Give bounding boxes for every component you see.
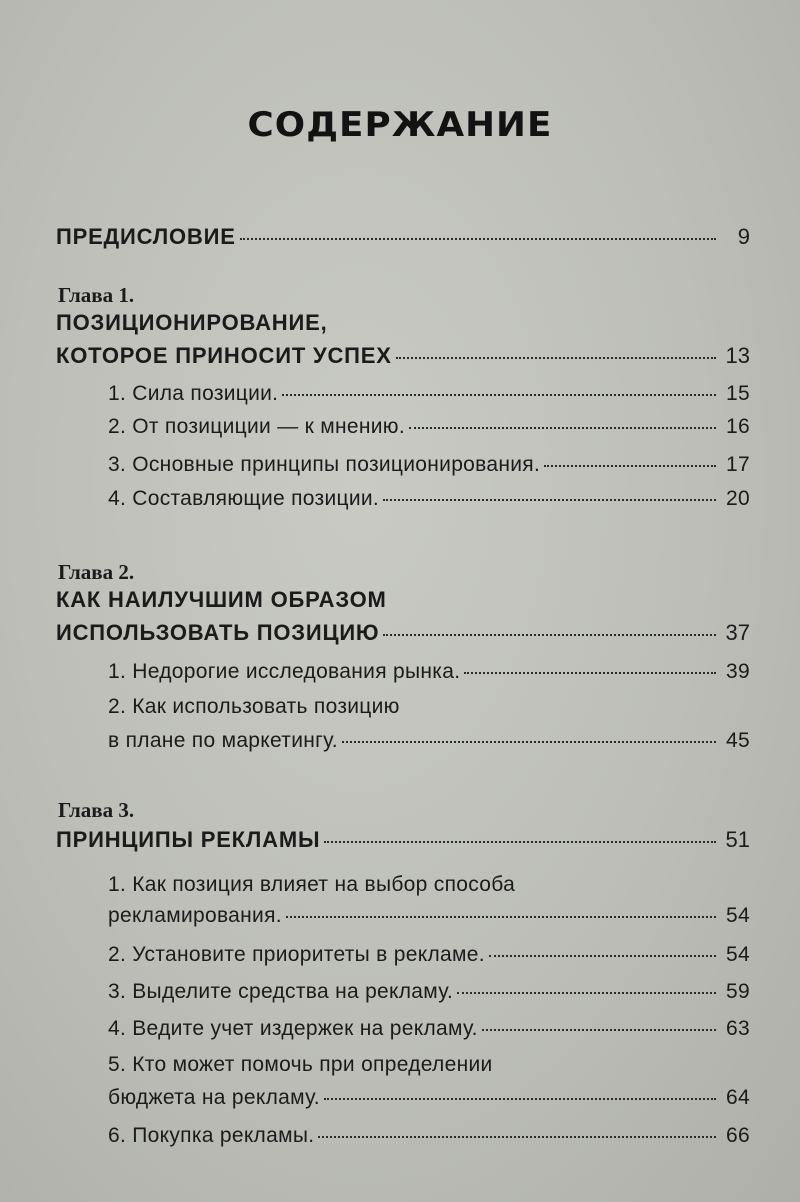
dot-leader: [544, 465, 716, 467]
toc-page-number: 37: [725, 620, 750, 645]
dot-leader: [464, 672, 716, 674]
toc-entry-label: рекламирования.: [108, 904, 282, 927]
dot-leader: [482, 1029, 716, 1031]
toc-page-number: 39: [726, 660, 750, 683]
chapter-title: ПРИНЦИПЫ РЕКЛАМЫ: [56, 827, 321, 852]
toc-entry-label: 3. Основные принципы позиционирования.: [108, 453, 541, 476]
toc-entry: [108, 1121, 750, 1151]
dot-leader: [342, 741, 716, 743]
toc-entry-label: бюджета на рекламу.: [108, 1086, 320, 1109]
toc-page-number: 66: [726, 1124, 750, 1147]
page-title: СОДЕРЖАНИЕ: [247, 105, 553, 145]
toc-page-number: 45: [726, 729, 750, 752]
toc-page-number: 9: [737, 224, 750, 249]
dot-leader: [286, 916, 716, 918]
dot-leader: [282, 394, 716, 396]
dot-leader: [240, 238, 716, 240]
toc-entry-label: в плане по маркетингу.: [108, 729, 338, 752]
toc-entry-label: ПРЕДИСЛОВИЕ: [56, 224, 236, 249]
toc-entry-chapter-2: [56, 618, 750, 648]
chapter-title: ИСПОЛЬЗОВАТЬ ПОЗИЦИЮ: [56, 620, 380, 645]
dot-leader: [324, 1098, 716, 1100]
toc-page-number: 59: [726, 980, 750, 1003]
toc-entry: [108, 657, 750, 687]
toc-entry-line: 5. Кто может помочь при определении: [108, 1053, 493, 1076]
toc-page-number: 63: [726, 1017, 750, 1040]
toc-entry: [108, 1014, 750, 1044]
toc-page-number: 64: [726, 1086, 750, 1109]
toc-entry: [108, 450, 750, 480]
toc-entry-label: 1. Недорогие исследования рынка.: [108, 660, 461, 683]
toc-page-number: 51: [725, 827, 750, 852]
toc-page-number: 16: [726, 415, 750, 438]
toc-entry-line: 1. Как позиция влияет на выбор способа: [108, 873, 516, 896]
dot-leader: [396, 357, 716, 359]
toc-entry-label: 4. Ведите учет издержек на рекламу.: [108, 1017, 478, 1040]
toc-entry: [108, 940, 750, 970]
toc-entry-label: 1. Сила позиции.: [108, 382, 279, 405]
toc-entry-label: 3. Выделите средства на рекламу.: [108, 980, 454, 1003]
dot-leader: [383, 499, 716, 501]
toc-page-number: 13: [725, 343, 750, 368]
chapter-title: КОТОРОЕ ПРИНОСИТ УСПЕХ: [56, 343, 392, 368]
dot-leader: [383, 634, 716, 636]
toc-page-number: 20: [726, 487, 750, 510]
toc-entry-line: 2. Как использовать позицию: [108, 695, 400, 718]
toc-entry-preface: [56, 222, 750, 252]
toc-entry-chapter-1: [56, 341, 750, 371]
toc-entry-label: 6. Покупка рекламы.: [108, 1124, 315, 1147]
toc-entry-label: 2. Установите приоритеты в рекламе.: [108, 943, 485, 966]
toc-entry-label: 4. Составляющие позиции.: [108, 487, 380, 510]
toc-page-number: 54: [726, 904, 750, 927]
chapter-title-line: ПОЗИЦИОНИРОВАНИЕ,: [56, 310, 328, 335]
toc-entry: [108, 379, 750, 409]
chapter-label: Глава 1.: [58, 283, 135, 307]
toc-page-number: 15: [726, 382, 750, 405]
toc-entry-label: 2. От позициции — к мнению.: [108, 415, 405, 438]
dot-leader: [324, 841, 716, 843]
toc-page-number: 54: [726, 943, 750, 966]
chapter-title-line: КАК НАИЛУЧШИМ ОБРАЗОМ: [56, 587, 387, 612]
dot-leader: [318, 1136, 716, 1138]
toc-page-number: 17: [726, 453, 750, 476]
dot-leader: [409, 427, 716, 429]
toc-entry: [108, 484, 750, 514]
chapter-label: Глава 2.: [58, 560, 135, 584]
toc-entry-chapter-3: [56, 825, 750, 855]
dot-leader: [457, 992, 716, 994]
toc-entry: [108, 726, 750, 756]
toc-entry: [108, 1083, 750, 1113]
toc-entry: [108, 901, 750, 931]
toc-entry: [108, 977, 750, 1007]
dot-leader: [489, 955, 716, 957]
toc-entry: [108, 412, 750, 442]
chapter-label: Глава 3.: [58, 798, 135, 822]
